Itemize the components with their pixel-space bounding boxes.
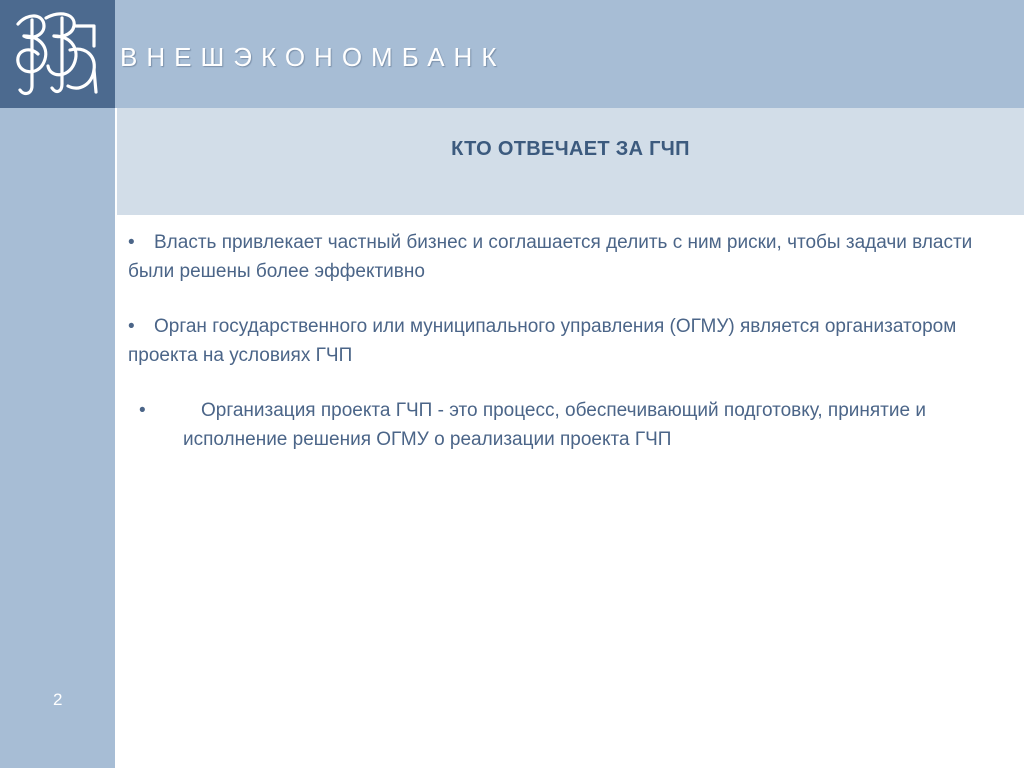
bullet-item bbox=[128, 312, 998, 370]
slide-content bbox=[128, 228, 998, 454]
bullet-text: Власть привлекает частный бизнес и соглашается делить с ним риски, чтобы задачи власти были решены более эффективно bbox=[128, 232, 973, 282]
bullet-marker: • bbox=[128, 316, 135, 337]
veb-monogram-logo-icon bbox=[10, 6, 102, 102]
left-sidebar-strip bbox=[0, 108, 115, 768]
logo-box bbox=[0, 0, 115, 108]
bullet-text: Организация проекта ГЧП - это процесс, обеспечивающий подготовку, принятие и исполнение решения ОГМУ о реализации проекта ГЧП bbox=[183, 400, 926, 450]
bullet-marker: • bbox=[128, 232, 135, 253]
sub-bullet-item bbox=[128, 396, 998, 454]
bullet-text: Орган государственного или муниципального управления (ОГМУ) является организатором проекта на условиях ГЧП bbox=[128, 316, 957, 366]
bullet-marker: • bbox=[139, 400, 146, 421]
title-panel bbox=[117, 108, 1024, 215]
bank-name: ВНЕШЭКОНОМБАНК bbox=[120, 42, 506, 72]
bullet-item bbox=[128, 228, 998, 286]
slide-title: КТО ОТВЕЧАЕТ ЗА ГЧП bbox=[451, 138, 690, 160]
page-number: 2 bbox=[53, 690, 63, 709]
